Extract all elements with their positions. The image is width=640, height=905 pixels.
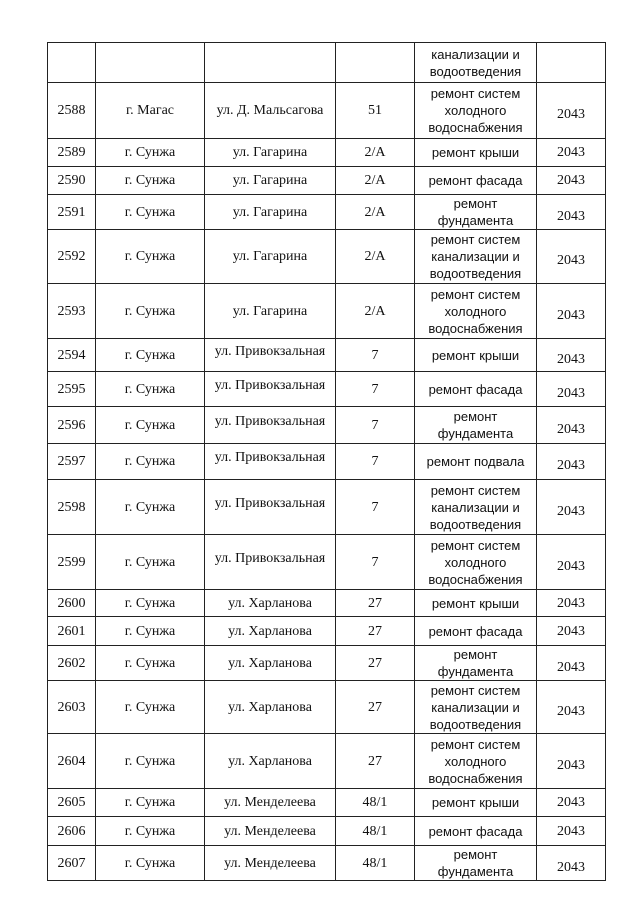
city-cell-text: г. Сунжа bbox=[124, 499, 176, 515]
street-cell bbox=[205, 230, 336, 284]
house-number-cell bbox=[336, 646, 415, 681]
house-number-cell bbox=[336, 372, 415, 407]
row-number-text: 2604 bbox=[57, 753, 86, 769]
planned-year-cell-text: 2043 bbox=[557, 859, 585, 875]
row-number-text: 2600 bbox=[57, 595, 86, 611]
work-type-cell bbox=[415, 681, 537, 734]
house-number-cell-text: 27 bbox=[368, 623, 382, 639]
house-number-cell-text: 2/А bbox=[364, 249, 386, 264]
city-cell bbox=[96, 284, 205, 339]
house-number-cell-text: 27 bbox=[368, 753, 382, 769]
table-row bbox=[48, 167, 606, 195]
row-number bbox=[48, 83, 96, 139]
city-cell bbox=[96, 681, 205, 734]
house-number-cell bbox=[336, 444, 415, 480]
row-number-text: 2597 bbox=[57, 454, 86, 469]
street-cell-text: ул. Менделеева bbox=[224, 795, 316, 810]
work-type-cell-text: ремонт подвала bbox=[426, 454, 525, 469]
table-row bbox=[48, 817, 606, 846]
street-cell-text: ул. Гагарина bbox=[232, 173, 308, 188]
street-cell-text: ул. Д. Мальсагова bbox=[216, 103, 324, 118]
planned-year-cell bbox=[537, 339, 606, 372]
row-number bbox=[48, 734, 96, 789]
street-cell bbox=[205, 407, 336, 444]
street-cell bbox=[205, 339, 336, 372]
street-cell bbox=[205, 646, 336, 681]
table-row bbox=[48, 846, 606, 881]
house-number-cell bbox=[336, 139, 415, 167]
house-number-cell-text: 2/А bbox=[364, 204, 386, 220]
planned-year-cell bbox=[537, 139, 606, 167]
row-number bbox=[48, 535, 96, 590]
house-number-cell bbox=[336, 817, 415, 846]
row-number-text: 2605 bbox=[57, 795, 86, 810]
row-number-text: 2607 bbox=[57, 855, 86, 871]
planned-year-cell-text: 2043 bbox=[557, 458, 585, 473]
row-number bbox=[48, 646, 96, 681]
street-cell-text: ул. Гагарина bbox=[232, 204, 308, 220]
house-number-cell-text: 48/1 bbox=[362, 855, 388, 871]
city-cell-text: г. Сунжа bbox=[124, 554, 176, 570]
work-type-cell-text: ремонт фундамента bbox=[437, 647, 514, 679]
work-type-cell-text: ремонт систем канализации и водоотведения bbox=[429, 482, 522, 532]
document-page bbox=[47, 42, 606, 881]
city-cell-text: г. Сунжа bbox=[124, 795, 176, 810]
table-row bbox=[48, 43, 606, 83]
planned-year-cell bbox=[537, 230, 606, 284]
planned-year-cell-text: 2043 bbox=[557, 823, 585, 839]
planned-year-cell-text: 2043 bbox=[557, 107, 585, 122]
work-type-cell bbox=[415, 284, 537, 339]
planned-year-cell bbox=[537, 407, 606, 444]
house-number-cell bbox=[336, 284, 415, 339]
city-cell-text: г. Сунжа bbox=[124, 823, 176, 839]
planned-year-cell bbox=[537, 83, 606, 139]
row-number bbox=[48, 167, 96, 195]
row-number bbox=[48, 407, 96, 444]
street-cell-text: ул. Харланова bbox=[228, 753, 312, 769]
house-number-cell bbox=[336, 230, 415, 284]
city-cell bbox=[96, 817, 205, 846]
city-cell-text: г. Сунжа bbox=[124, 381, 176, 397]
planned-year-cell bbox=[537, 195, 606, 230]
work-type-cell bbox=[415, 590, 537, 617]
table-row bbox=[48, 339, 606, 372]
house-number-cell-text: 7 bbox=[371, 554, 379, 570]
street-cell-text: ул. Гагарина bbox=[232, 303, 308, 319]
street-cell-text: ул. Гагарина bbox=[232, 249, 308, 264]
city-cell-text: г. Магас bbox=[126, 103, 174, 118]
row-number bbox=[48, 43, 96, 83]
street-cell-text: ул. Привокзальная bbox=[214, 343, 326, 359]
city-cell bbox=[96, 789, 205, 817]
row-number bbox=[48, 444, 96, 480]
work-type-cell bbox=[415, 372, 537, 407]
street-cell-text: ул. Привокзальная bbox=[214, 377, 326, 393]
work-type-cell-text: ремонт фундамента bbox=[437, 409, 514, 441]
city-cell bbox=[96, 83, 205, 139]
planned-year-cell-text: 2043 bbox=[557, 173, 585, 188]
row-number bbox=[48, 681, 96, 734]
city-cell bbox=[96, 590, 205, 617]
street-cell bbox=[205, 846, 336, 881]
row-number-text: 2588 bbox=[57, 103, 86, 118]
planned-year-cell-text: 2043 bbox=[557, 703, 585, 719]
planned-year-cell bbox=[537, 681, 606, 734]
planned-year-cell-text: 2043 bbox=[557, 253, 585, 268]
table-row bbox=[48, 195, 606, 230]
city-cell bbox=[96, 139, 205, 167]
work-type-cell-text: ремонт крыши bbox=[431, 145, 520, 160]
city-cell bbox=[96, 167, 205, 195]
row-number bbox=[48, 284, 96, 339]
table-row bbox=[48, 372, 606, 407]
house-number-cell bbox=[336, 617, 415, 646]
city-cell-text: г. Сунжа bbox=[124, 655, 176, 671]
house-number-cell bbox=[336, 734, 415, 789]
work-type-cell bbox=[415, 646, 537, 681]
street-cell-text: ул. Гагарина bbox=[232, 145, 308, 160]
planned-year-cell-text: 2043 bbox=[557, 351, 585, 367]
house-number-cell-text: 48/1 bbox=[362, 795, 388, 810]
street-cell bbox=[205, 535, 336, 590]
work-type-cell-text: ремонт фундамента bbox=[437, 847, 514, 879]
house-number-cell-text: 27 bbox=[368, 655, 382, 671]
table-row bbox=[48, 480, 606, 535]
row-number bbox=[48, 846, 96, 881]
table-row bbox=[48, 407, 606, 444]
city-cell bbox=[96, 43, 205, 83]
planned-year-cell-text: 2043 bbox=[557, 307, 585, 323]
city-cell-text: г. Сунжа bbox=[124, 303, 176, 319]
row-number bbox=[48, 789, 96, 817]
row-number bbox=[48, 590, 96, 617]
city-cell bbox=[96, 846, 205, 881]
row-number-text: 2590 bbox=[57, 173, 86, 188]
street-cell bbox=[205, 83, 336, 139]
work-type-cell bbox=[415, 789, 537, 817]
row-number-text: 2589 bbox=[57, 145, 86, 160]
repair-schedule-table bbox=[47, 42, 606, 881]
street-cell-text: ул. Привокзальная bbox=[214, 413, 326, 429]
house-number-cell bbox=[336, 681, 415, 734]
house-number-cell-text: 7 bbox=[371, 454, 379, 469]
work-type-cell-text: ремонт фасада bbox=[428, 173, 523, 188]
work-type-cell-text: ремонт систем канализации и водоотведения bbox=[429, 682, 522, 732]
house-number-cell-text: 51 bbox=[368, 103, 382, 118]
row-number-text: 2601 bbox=[57, 623, 86, 639]
table-row bbox=[48, 83, 606, 139]
work-type-cell bbox=[415, 817, 537, 846]
house-number-cell-text: 7 bbox=[371, 347, 379, 363]
work-type-cell-text: ремонт крыши bbox=[431, 347, 520, 363]
street-cell bbox=[205, 590, 336, 617]
work-type-cell bbox=[415, 43, 537, 83]
row-number-text: 2592 bbox=[57, 249, 86, 264]
house-number-cell bbox=[336, 480, 415, 535]
street-cell-text: ул. Менделеева bbox=[224, 855, 316, 871]
street-cell bbox=[205, 617, 336, 646]
work-type-cell bbox=[415, 617, 537, 646]
street-cell-text: ул. Харланова bbox=[228, 699, 312, 715]
planned-year-cell-text: 2043 bbox=[557, 145, 585, 160]
planned-year-cell bbox=[537, 480, 606, 535]
planned-year-cell bbox=[537, 167, 606, 195]
street-cell bbox=[205, 734, 336, 789]
city-cell-text: г. Сунжа bbox=[124, 595, 176, 611]
city-cell-text: г. Сунжа bbox=[124, 173, 176, 188]
planned-year-cell bbox=[537, 817, 606, 846]
street-cell-text: ул. Привокзальная bbox=[214, 495, 326, 511]
work-type-cell bbox=[415, 339, 537, 372]
work-type-cell-text: ремонт крыши bbox=[431, 595, 520, 611]
city-cell-text: г. Сунжа bbox=[124, 699, 176, 715]
row-number-text: 2591 bbox=[57, 204, 86, 220]
house-number-cell bbox=[336, 407, 415, 444]
planned-year-cell bbox=[537, 617, 606, 646]
city-cell bbox=[96, 230, 205, 284]
street-cell bbox=[205, 43, 336, 83]
row-number bbox=[48, 817, 96, 846]
city-cell bbox=[96, 195, 205, 230]
work-type-cell-text: канализации и водоотведения bbox=[429, 46, 522, 79]
house-number-cell bbox=[336, 43, 415, 83]
planned-year-cell bbox=[537, 734, 606, 789]
row-number-text: 2603 bbox=[57, 699, 86, 715]
house-number-cell-text: 2/А bbox=[364, 173, 386, 188]
planned-year-cell bbox=[537, 846, 606, 881]
house-number-cell-text: 7 bbox=[371, 417, 379, 433]
street-cell bbox=[205, 195, 336, 230]
planned-year-cell bbox=[537, 372, 606, 407]
house-number-cell-text: 7 bbox=[371, 381, 379, 397]
house-number-cell bbox=[336, 590, 415, 617]
house-number-cell bbox=[336, 535, 415, 590]
city-cell bbox=[96, 480, 205, 535]
work-type-cell bbox=[415, 139, 537, 167]
city-cell bbox=[96, 339, 205, 372]
house-number-cell-text: 48/1 bbox=[362, 823, 388, 839]
house-number-cell bbox=[336, 339, 415, 372]
work-type-cell bbox=[415, 535, 537, 590]
house-number-cell-text: 27 bbox=[368, 595, 382, 611]
street-cell bbox=[205, 789, 336, 817]
table-row bbox=[48, 734, 606, 789]
city-cell-text: г. Сунжа bbox=[124, 753, 176, 769]
street-cell-text: ул. Менделеева bbox=[224, 823, 316, 839]
planned-year-cell-text: 2043 bbox=[557, 623, 585, 639]
table-row bbox=[48, 444, 606, 480]
work-type-cell bbox=[415, 846, 537, 881]
table-row bbox=[48, 789, 606, 817]
work-type-cell bbox=[415, 407, 537, 444]
planned-year-cell-text: 2043 bbox=[557, 757, 585, 773]
work-type-cell-text: ремонт фасада bbox=[428, 381, 523, 397]
city-cell-text: г. Сунжа bbox=[124, 145, 176, 160]
table-row bbox=[48, 139, 606, 167]
work-type-cell bbox=[415, 195, 537, 230]
work-type-cell-text: ремонт фасада bbox=[428, 823, 523, 839]
house-number-cell-text: 7 bbox=[371, 499, 379, 515]
street-cell-text: ул. Привокзальная bbox=[214, 550, 326, 566]
city-cell bbox=[96, 407, 205, 444]
planned-year-cell-text: 2043 bbox=[557, 795, 585, 810]
row-number-text: 2596 bbox=[57, 417, 86, 433]
street-cell bbox=[205, 480, 336, 535]
row-number-text: 2593 bbox=[57, 303, 86, 319]
table-row bbox=[48, 535, 606, 590]
street-cell-text: ул. Привокзальная bbox=[214, 450, 326, 465]
city-cell bbox=[96, 372, 205, 407]
work-type-cell-text: ремонт систем холодного водоснабжения bbox=[428, 537, 523, 587]
row-number bbox=[48, 230, 96, 284]
street-cell bbox=[205, 681, 336, 734]
work-type-cell-text: ремонт систем холодного водоснабжения bbox=[428, 286, 523, 336]
work-type-cell bbox=[415, 230, 537, 284]
house-number-cell-text: 2/А bbox=[364, 145, 386, 160]
house-number-cell bbox=[336, 167, 415, 195]
city-cell-text: г. Сунжа bbox=[124, 623, 176, 639]
street-cell-text: ул. Харланова bbox=[228, 595, 312, 611]
planned-year-cell-text: 2043 bbox=[557, 595, 585, 611]
city-cell bbox=[96, 617, 205, 646]
row-number-text: 2606 bbox=[57, 823, 86, 839]
work-type-cell bbox=[415, 83, 537, 139]
street-cell bbox=[205, 167, 336, 195]
row-number-text: 2598 bbox=[57, 499, 86, 515]
house-number-cell bbox=[336, 83, 415, 139]
work-type-cell bbox=[415, 444, 537, 480]
city-cell-text: г. Сунжа bbox=[124, 454, 176, 469]
work-type-cell bbox=[415, 167, 537, 195]
planned-year-cell bbox=[537, 646, 606, 681]
row-number-text: 2602 bbox=[57, 655, 86, 671]
house-number-cell bbox=[336, 195, 415, 230]
work-type-cell-text: ремонт систем канализации и водоотведения bbox=[429, 232, 522, 281]
work-type-cell-text: ремонт фундамента bbox=[437, 196, 514, 228]
table-row bbox=[48, 590, 606, 617]
row-number bbox=[48, 480, 96, 535]
planned-year-cell-text: 2043 bbox=[557, 385, 585, 401]
city-cell-text: г. Сунжа bbox=[124, 204, 176, 220]
table-row bbox=[48, 646, 606, 681]
street-cell bbox=[205, 444, 336, 480]
city-cell bbox=[96, 646, 205, 681]
street-cell bbox=[205, 139, 336, 167]
city-cell-text: г. Сунжа bbox=[124, 855, 176, 871]
planned-year-cell bbox=[537, 535, 606, 590]
city-cell bbox=[96, 535, 205, 590]
house-number-cell-text: 2/А bbox=[364, 303, 386, 319]
row-number-text: 2594 bbox=[57, 347, 86, 363]
house-number-cell bbox=[336, 846, 415, 881]
work-type-cell-text: ремонт систем холодного водоснабжения bbox=[428, 86, 523, 135]
planned-year-cell-text: 2043 bbox=[557, 421, 585, 437]
house-number-cell bbox=[336, 789, 415, 817]
planned-year-cell-text: 2043 bbox=[557, 208, 585, 224]
street-cell bbox=[205, 284, 336, 339]
city-cell-text: г. Сунжа bbox=[124, 347, 176, 363]
table-row bbox=[48, 681, 606, 734]
planned-year-cell-text: 2043 bbox=[557, 503, 585, 519]
work-type-cell-text: ремонт систем холодного водоснабжения bbox=[428, 736, 523, 786]
planned-year-cell bbox=[537, 284, 606, 339]
city-cell bbox=[96, 734, 205, 789]
row-number bbox=[48, 139, 96, 167]
table-row bbox=[48, 284, 606, 339]
house-number-cell-text: 27 bbox=[368, 699, 382, 715]
work-type-cell-text: ремонт крыши bbox=[431, 795, 520, 810]
street-cell-text: ул. Харланова bbox=[228, 623, 312, 639]
table-body bbox=[48, 43, 606, 881]
work-type-cell bbox=[415, 480, 537, 535]
city-cell-text: г. Сунжа bbox=[124, 417, 176, 433]
work-type-cell-text: ремонт фасада bbox=[428, 623, 523, 639]
planned-year-cell-text: 2043 bbox=[557, 659, 585, 675]
table-row bbox=[48, 617, 606, 646]
row-number-text: 2599 bbox=[57, 554, 86, 570]
row-number bbox=[48, 617, 96, 646]
row-number bbox=[48, 339, 96, 372]
street-cell bbox=[205, 817, 336, 846]
city-cell-text: г. Сунжа bbox=[124, 249, 176, 264]
row-number-text: 2595 bbox=[57, 381, 86, 397]
planned-year-cell bbox=[537, 789, 606, 817]
planned-year-cell bbox=[537, 444, 606, 480]
work-type-cell bbox=[415, 734, 537, 789]
street-cell-text: ул. Харланова bbox=[228, 655, 312, 671]
planned-year-cell bbox=[537, 590, 606, 617]
planned-year-cell bbox=[537, 43, 606, 83]
street-cell bbox=[205, 372, 336, 407]
row-number bbox=[48, 372, 96, 407]
table-row bbox=[48, 230, 606, 284]
planned-year-cell-text: 2043 bbox=[557, 558, 585, 574]
city-cell bbox=[96, 444, 205, 480]
row-number bbox=[48, 195, 96, 230]
